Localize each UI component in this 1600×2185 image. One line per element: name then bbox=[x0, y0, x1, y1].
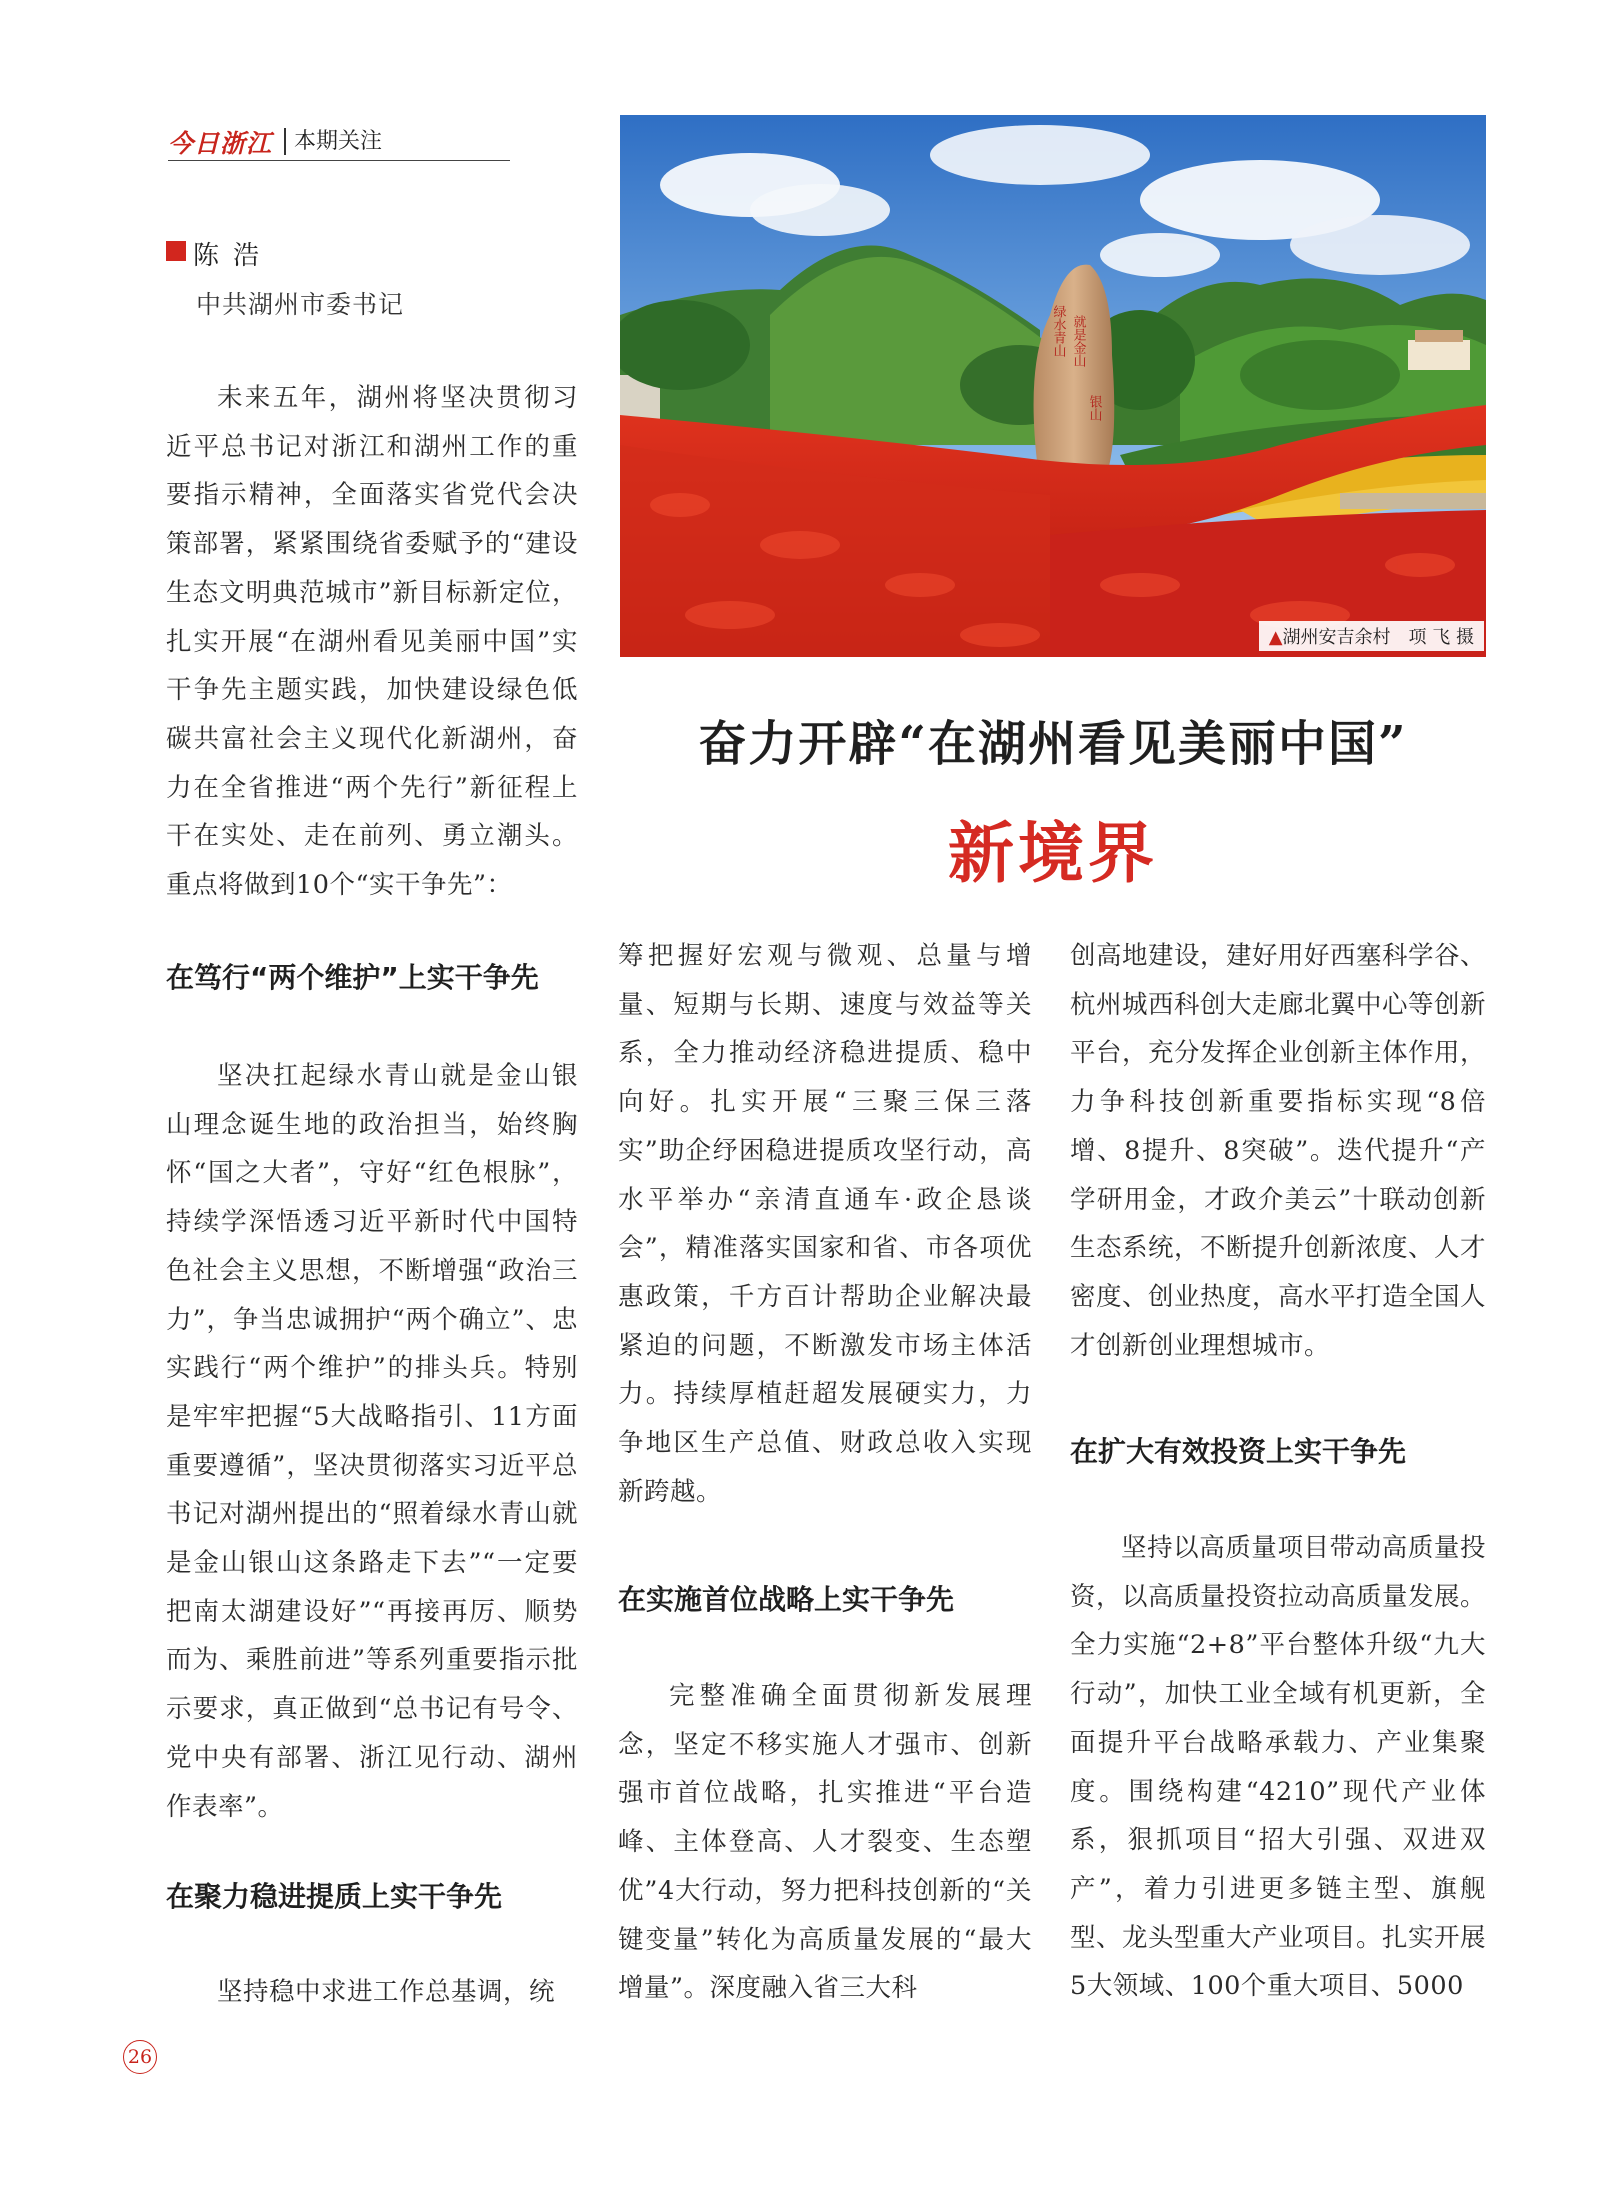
photo-caption bbox=[620, 620, 1486, 657]
page-header bbox=[168, 122, 510, 161]
author-title: 中共湖州市委书记 bbox=[196, 290, 405, 319]
section-paragraph: 创高地建设，建好用好西塞科学谷、杭州城西科创大走廊北翼中心等创新平台，充分发挥企业创新主体作用，力争科技创新重要指标实现“8倍增、8提升、8突破”。迭代提升“产学研用金，才政介美云”十联动创新生态系统，不断提升创新浓度、人才密度、创业热度，高水平打造全国人才创新创业理想城市。 bbox=[1070, 941, 1487, 1361]
header-divider bbox=[284, 128, 286, 155]
svg-text:银山: 银山 bbox=[1086, 395, 1102, 421]
landscape-illustration bbox=[620, 115, 1486, 657]
article-title: 奋力开辟“在湖州看见美丽中国” bbox=[698, 716, 1408, 772]
section-heading: 在聚力稳进提质上实干争先 bbox=[166, 1880, 503, 1913]
svg-text:就是金山: 就是金山 bbox=[1070, 315, 1086, 367]
page-number: 26 bbox=[123, 2040, 157, 2074]
intro-paragraph: 未来五年，湖州将坚决贯彻习近平总书记对浙江和湖州工作的重要指示精神，全面落实省党代会决策部署，紧紧围绕省委赋予的“建设生态文明典范城市”新目标新定位，扎实开展“在湖州看见美丽中国”实干争先主题实践，加快建设绿色低碳共富社会主义现代化新湖州，奋力在全省推进“两个先行”新征程上干在实处、走在前列、勇立潮头。重点将做到10个“实干争先”： bbox=[166, 383, 578, 901]
triangle-up-icon: ▲ bbox=[1268, 627, 1283, 648]
masthead-logo: 今日浙江 bbox=[168, 129, 273, 158]
section-paragraph: 坚决扛起绿水青山就是金山银山理念诞生地的政治担当，始终胸怀“国之大者”，守好“红色根脉”，持续学深悟透习近平新时代中国特色社会主义思想，不断增强“政治三力”，争当忠诚拥护“两个确立”、忠实践行“两个维护”的排头兵。特别是牢牢把握“5大战略指引、11方面重要遵循”，坚决贯彻落实习近平总书记对湖州提出的“照着绿水青山就是金山银山这条路走下去”“一定要把南太湖建设好”“再接再厉、顺势而为、乘胜前进”等系列重要指示批示要求，真正做到“总书记有号令、党中央有部署、浙江见行动、湖州作表率”。 bbox=[166, 1061, 578, 1822]
section-paragraph: 坚持稳中求进工作总基调，统 bbox=[217, 1977, 556, 2007]
author-marker bbox=[166, 241, 186, 261]
feature-photo bbox=[620, 115, 1486, 657]
section-heading: 在实施首位战略上实干争先 bbox=[618, 1583, 955, 1616]
section-heading: 在扩大有效投资上实干争先 bbox=[1070, 1435, 1407, 1468]
section-paragraph: 完整准确全面贯彻新发展理念，坚定不移实施人才强市、创新强市首位战略，扎实推进“平台造峰、主体登高、人才裂变、生态塑优”4大行动，努力把科技创新的“关键变量”转化为高质量发展的“最大增量”。深度融入省三大科 bbox=[618, 1681, 1032, 2004]
svg-text:绿水青山: 绿水青山 bbox=[1050, 305, 1066, 357]
article-title-highlight: 新境界 bbox=[948, 814, 1158, 892]
section-label: 本期关注 bbox=[294, 129, 383, 154]
section-paragraph: 筹把握好宏观与微观、总量与增量、短期与长期、速度与效益等关系，全力推动经济稳进提质、稳中向好。扎实开展“三聚三保三落实”助企纾困稳进提质攻坚行动，高水平举办“亲清直通车·政企恳谈会”，精准落实国家和省、市各项优惠政策，千方百计帮助企业解决最紧迫的问题，不断激发市场主体活力。持续厚植赶超发展硬实力，力争地区生产总值、财政总收入实现新跨越。 bbox=[618, 941, 1032, 1507]
section-heading: 在笃行“两个维护”上实干争先 bbox=[166, 961, 539, 994]
author-name: 陈浩 bbox=[193, 241, 274, 271]
section-paragraph: 坚持以高质量项目带动高质量投资，以高质量投资拉动高质量发展。全力实施“2+8”平台整体升级“九大行动”，加快工业全域有机更新，全面提升平台战略承载力、产业集聚度。围绕构建“4210”现代产业体系，狠抓项目“招大引强、双进双产”，着力引进更多链主型、旗舰型、龙头型重大产业项目。扎实开展5大领域、100个重大项目、5000 bbox=[1070, 1533, 1487, 2002]
caption-text: 湖州安吉余村 项 飞 摄 bbox=[1282, 627, 1474, 648]
